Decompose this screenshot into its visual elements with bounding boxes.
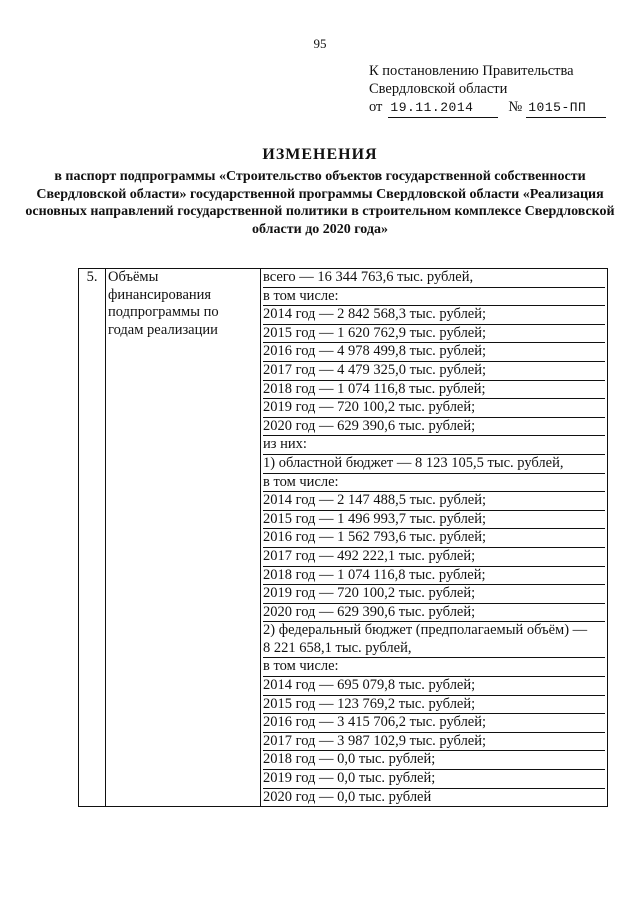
page-number: 95 <box>313 36 327 51</box>
table-row <box>79 269 608 807</box>
content-line: 2016 год — 3 415 706,2 тыс. рублей; <box>263 714 605 733</box>
content-line: 2015 год — 123 769,2 тыс. рублей; <box>263 696 605 715</box>
row-label-cell <box>106 269 261 807</box>
content-line: всего — 16 344 763,6 тыс. рублей, <box>263 269 605 288</box>
content-line: 2020 год — 629 390,6 тыс. рублей; <box>263 604 605 623</box>
document-subtitle: в паспорт подпрограммы «Строительство объектов государственной собственности Свердловской области» государственной программы Свердловской области «Реализация основных направлений государственной политики в строительном комплексе Свердловской области до 2020 года» <box>25 169 615 237</box>
content-line: 2020 год — 629 390,6 тыс. рублей; <box>263 418 605 437</box>
document-heading <box>0 146 640 238</box>
content-line: 2014 год — 695 079,8 тыс. рублей; <box>263 677 605 696</box>
label-line: подпрограммы по <box>108 304 219 321</box>
content-line: 2018 год — 1 074 116,8 тыс. рублей; <box>263 567 605 586</box>
label-line: годам реализации <box>108 321 218 338</box>
content-line: 2018 год — 0,0 тыс. рублей; <box>263 751 605 770</box>
attachment-line-1: К постановлению Правительства <box>369 63 574 79</box>
content-line: 2015 год — 1 620 762,9 тыс. рублей; <box>263 325 605 344</box>
content-line: 2014 год — 2 842 568,3 тыс. рублей; <box>263 306 605 325</box>
number-label: № <box>508 99 523 115</box>
content-line: 2019 год — 720 100,2 тыс. рублей; <box>263 399 605 418</box>
content-line: 2019 год — 720 100,2 тыс. рублей; <box>263 585 605 604</box>
row-content-cell <box>261 269 608 807</box>
decree-number: 1015-ПП <box>526 99 606 118</box>
attachment-line-3 <box>369 98 606 118</box>
content-line: 1) областной бюджет — 8 123 105,5 тыс. рублей, <box>263 455 605 474</box>
content-line: 2017 год — 4 479 325,0 тыс. рублей; <box>263 362 605 381</box>
content-line: в том числе: <box>263 658 605 677</box>
decree-date: 19.11.2014 <box>388 99 498 118</box>
label-line: финансирования <box>108 286 212 303</box>
from-label: от <box>369 99 383 115</box>
content-line: 2018 год — 1 074 116,8 тыс. рублей; <box>263 381 605 400</box>
content-line: 2017 год — 492 222,1 тыс. рублей; <box>263 548 605 567</box>
content-line: 8 221 658,1 тыс. рублей, <box>263 640 605 659</box>
content-line: из них: <box>263 436 605 455</box>
content-line: 2) федеральный бюджет (предполагаемый объём) — <box>263 622 588 639</box>
attachment-block <box>369 62 606 118</box>
content-line: 2016 год — 1 562 793,6 тыс. рублей; <box>263 529 605 548</box>
passport-table <box>78 268 608 807</box>
row-number-cell <box>79 269 106 807</box>
content-line: 2014 год — 2 147 488,5 тыс. рублей; <box>263 492 605 511</box>
content-line: 2015 год — 1 496 993,7 тыс. рублей; <box>263 511 605 530</box>
content-line: 2020 год — 0,0 тыс. рублей <box>263 788 432 805</box>
row-number: 5. <box>86 269 98 285</box>
label-line: Объёмы <box>108 269 159 285</box>
content-line: 2019 год — 0,0 тыс. рублей; <box>263 770 605 789</box>
document-title: ИЗМЕНЕНИЯ <box>262 146 378 163</box>
content-line: в том числе: <box>263 474 605 493</box>
attachment-line-2: Свердловской области <box>369 81 508 97</box>
content-line: в том числе: <box>263 288 605 307</box>
content-line: 2016 год — 4 978 499,8 тыс. рублей; <box>263 343 605 362</box>
content-line: 2017 год — 3 987 102,9 тыс. рублей; <box>263 733 605 752</box>
